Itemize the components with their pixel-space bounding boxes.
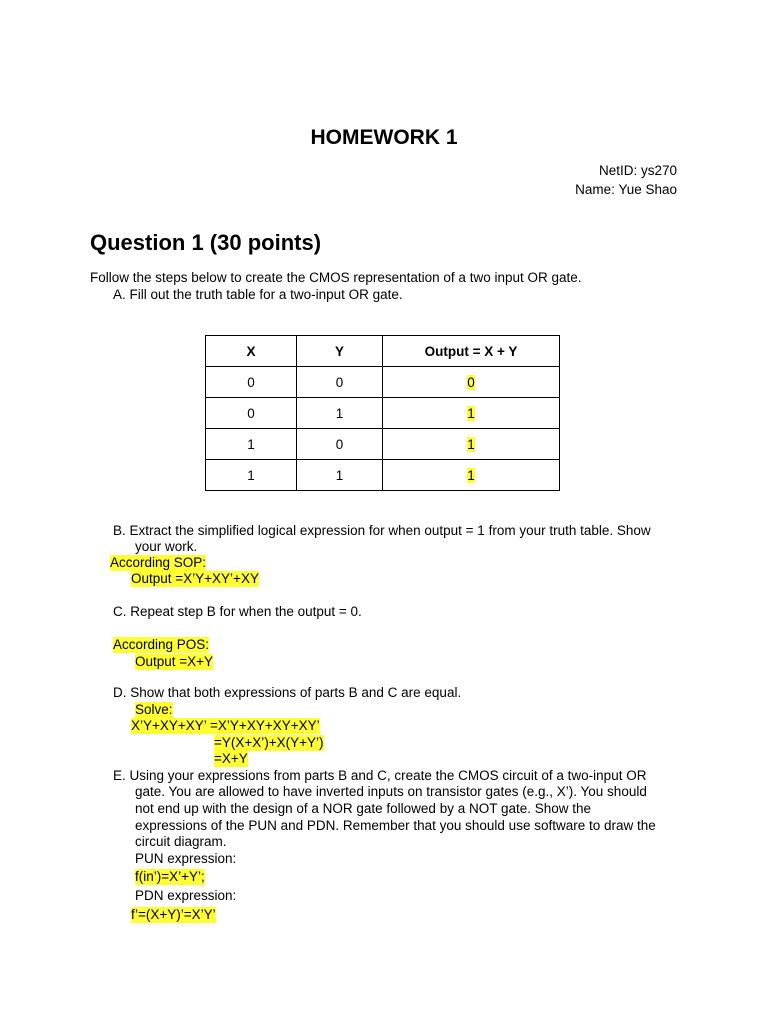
cell-output [383, 460, 560, 491]
step-d-expr-2: =Y(X+X’)+X(Y+Y’) [214, 735, 324, 750]
step-e-line4: expressions of the PUN and PDN. Remember that you should use software to draw the [135, 818, 656, 833]
question-heading: Question 1 (30 points) [90, 230, 322, 255]
document-title: HOMEWORK 1 [310, 126, 458, 149]
cell-y: 0 [297, 367, 383, 398]
step-b-answer-label: According SOP: [110, 555, 207, 570]
step-b-line1: B. Extract the simplified logical expression for when output = 1 from your truth table. Show [113, 523, 651, 538]
netid: NetID: ys270 [598, 163, 677, 178]
cell-x: 0 [206, 398, 297, 429]
cell-output [383, 429, 560, 460]
cell-output [383, 398, 560, 429]
cell-y: 1 [297, 460, 383, 491]
step-d-solve-label: Solve: [135, 702, 173, 717]
header-y: Y [297, 336, 383, 367]
cell-output [383, 367, 560, 398]
pdn-expression: f’=(X+Y)’=X’Y’ [131, 907, 216, 922]
table-header-row [206, 336, 560, 367]
cell-x: 0 [206, 367, 297, 398]
step-d-line1: D. Show that both expressions of parts B and C are equal. [113, 685, 462, 700]
cell-x: 1 [206, 460, 297, 491]
output-value: 1 [467, 436, 475, 452]
step-d-expr-3: =X+Y [214, 751, 248, 766]
intro-text: Follow the steps below to create the CMOS representation of a two input OR gate. [90, 270, 582, 285]
header-output: Output = X + Y [383, 336, 560, 367]
cell-y: 0 [297, 429, 383, 460]
output-value: 1 [467, 467, 475, 483]
step-e-line3: not end up with the design of a NOR gate followed by a NOT gate. Show the [135, 801, 592, 816]
step-d-expr-1: X’Y+XY+XY’ =X’Y+XY+XY+XY’ [131, 718, 320, 733]
output-value: 0 [467, 374, 475, 390]
table-row [206, 398, 560, 429]
table-row [206, 429, 560, 460]
step-b-line2: your work. [135, 539, 198, 554]
step-e-line2: gate. You are allowed to have inverted inputs on transistor gates (e.g., X’). You should [135, 784, 647, 799]
cell-x: 1 [206, 429, 297, 460]
step-e-line5: circuit diagram. [135, 834, 227, 849]
table-row [206, 367, 560, 398]
step-b-answer-expr: Output =X’Y+XY’+XY [131, 571, 259, 586]
header-x: X [206, 336, 297, 367]
cell-y: 1 [297, 398, 383, 429]
truth-table [205, 335, 560, 491]
pdn-label: PDN expression: [135, 888, 237, 903]
table-row [206, 460, 560, 491]
step-c-line1: C. Repeat step B for when the output = 0. [113, 604, 362, 619]
step-a: A. Fill out the truth table for a two-input OR gate. [113, 287, 403, 302]
step-c-answer-expr: Output =X+Y [135, 654, 214, 669]
pun-expression: f(in’)=X’+Y’; [135, 869, 205, 884]
output-value: 1 [467, 405, 475, 421]
student-name: Name: Yue Shao [575, 182, 677, 197]
pun-label: PUN expression: [135, 851, 237, 866]
step-c-answer-label: According POS: [113, 637, 210, 652]
step-e-line1: E. Using your expressions from parts B and C, create the CMOS circuit of a two-input OR [113, 768, 647, 783]
